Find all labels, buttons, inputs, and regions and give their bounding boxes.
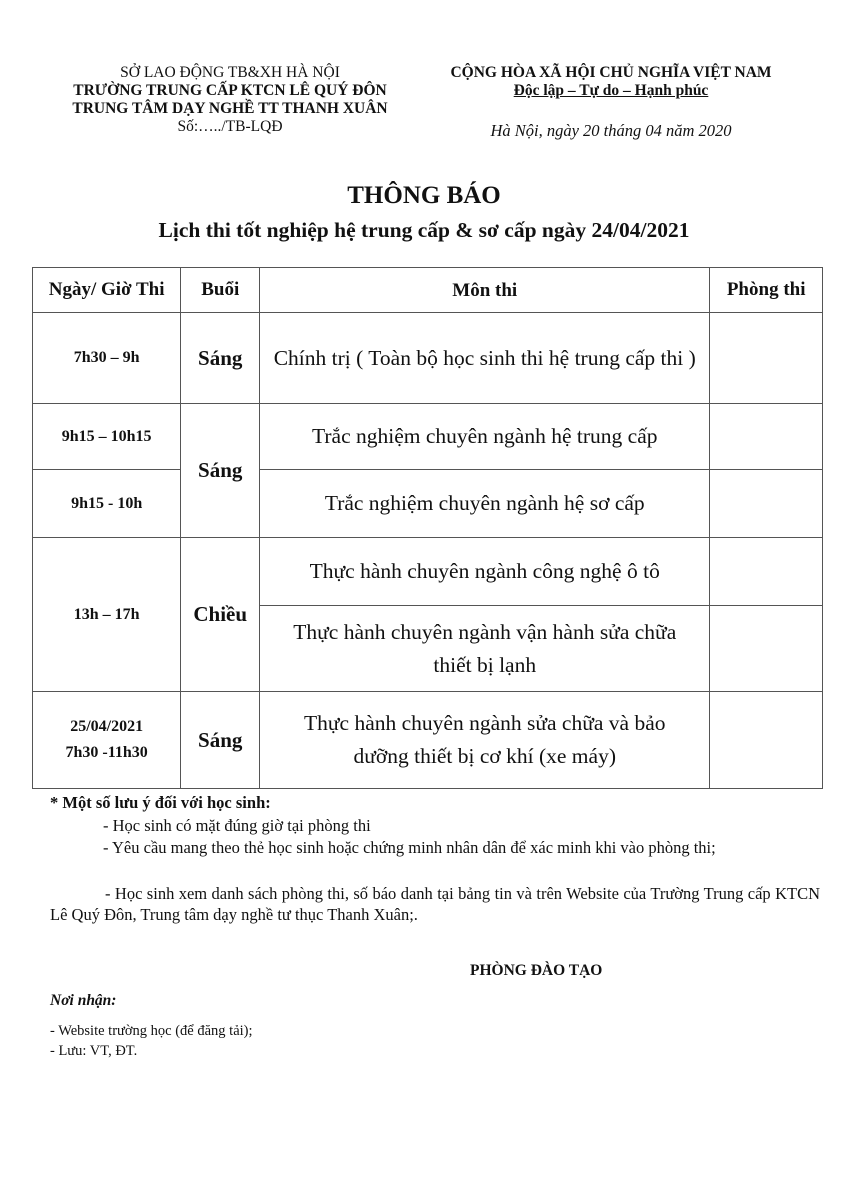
exam-subject: Trắc nghiệm chuyên ngành hệ trung cấp xyxy=(260,404,710,470)
exam-room xyxy=(710,692,823,789)
exam-session: Sáng xyxy=(181,692,260,789)
header-date-time: Ngày/ Giờ Thi xyxy=(33,268,181,313)
header-session: Buổi xyxy=(181,268,260,313)
exam-room xyxy=(710,538,823,606)
signature-department: PHÒNG ĐÀO TẠO xyxy=(470,962,603,979)
header-room: Phòng thi xyxy=(710,268,823,313)
document-date: Hà Nội, ngày 20 tháng 04 năm 2020 xyxy=(490,121,732,140)
note-item: - Học sinh có mặt đúng giờ tại phòng thi xyxy=(103,816,371,835)
exam-date: 25/04/2021 xyxy=(70,718,144,735)
exam-session: Sáng xyxy=(181,313,260,404)
recipient-item: - Lưu: VT, ĐT. xyxy=(50,1043,138,1059)
note-item: - Yêu cầu mang theo thẻ học sinh hoặc chứng minh nhân dân để xác minh khi vào phòng thi; xyxy=(103,838,716,857)
exam-time: 9h15 – 10h15 xyxy=(33,404,181,470)
exam-time: 9h15 - 10h xyxy=(33,470,181,538)
note-item: - Học sinh xem danh sách phòng thi, số báo danh tại bảng tin và trên Website của Trường Trung cấp KTCN Lê Quý Đôn, Trung tâm dạy nghề tư thục Thanh Xuân;. xyxy=(50,884,820,924)
table-header-row xyxy=(33,268,823,313)
exam-subject: Chính trị ( Toàn bộ học sinh thi hệ trung cấp thi ) xyxy=(260,313,710,404)
table-row xyxy=(33,470,823,538)
exam-time: 13h – 17h xyxy=(33,538,181,692)
notes-heading: * Một số lưu ý đối với học sinh: xyxy=(50,793,271,812)
header-subject: Môn thi xyxy=(260,268,710,313)
document-number: Số:…../TB-LQĐ xyxy=(177,118,283,135)
exam-session: Chiều xyxy=(181,538,260,692)
document-subtitle: Lịch thi tốt nghiệp hệ trung cấp & sơ cấp ngày 24/04/2021 xyxy=(158,218,690,242)
table-row xyxy=(33,538,823,606)
exam-room xyxy=(710,606,823,692)
exam-subject: Thực hành chuyên ngành vận hành sửa chữa thiết bị lạnh xyxy=(260,606,710,692)
school-name: TRƯỜNG TRUNG CẤP KTCN LÊ QUÝ ĐÔN xyxy=(73,82,387,99)
exam-subject: Trắc nghiệm chuyên ngành hệ sơ cấp xyxy=(260,470,710,538)
exam-time: 7h30 – 9h xyxy=(33,313,181,404)
exam-room xyxy=(710,470,823,538)
exam-session: Sáng xyxy=(181,404,260,538)
table-row xyxy=(33,692,823,789)
agency-name: SỞ LAO ĐỘNG TB&XH HÀ NỘI xyxy=(120,64,340,81)
recipient-item: - Website trường học (để đăng tải); xyxy=(50,1023,253,1039)
document-title: THÔNG BÁO xyxy=(347,182,501,209)
exam-schedule-table xyxy=(32,267,823,789)
exam-subject: Thực hành chuyên ngành sửa chữa và bảo dưỡng thiết bị cơ khí (xe máy) xyxy=(260,692,710,789)
national-title: CỘNG HÒA XÃ HỘI CHỦ NGHĨA VIỆT NAM xyxy=(450,64,772,81)
exam-room xyxy=(710,404,823,470)
table-row xyxy=(33,313,823,404)
exam-subject: Thực hành chuyên ngành công nghệ ô tô xyxy=(260,538,710,606)
center-name: TRUNG TÂM DẠY NGHỀ TT THANH XUÂN xyxy=(72,100,388,117)
recipients-label: Nơi nhận: xyxy=(50,992,117,1009)
exam-time: 7h30 -11h30 xyxy=(65,744,148,761)
national-motto: Độc lập – Tự do – Hạnh phúc xyxy=(513,82,709,99)
exam-room xyxy=(710,313,823,404)
exam-date-time xyxy=(33,692,181,789)
table-row xyxy=(33,404,823,470)
